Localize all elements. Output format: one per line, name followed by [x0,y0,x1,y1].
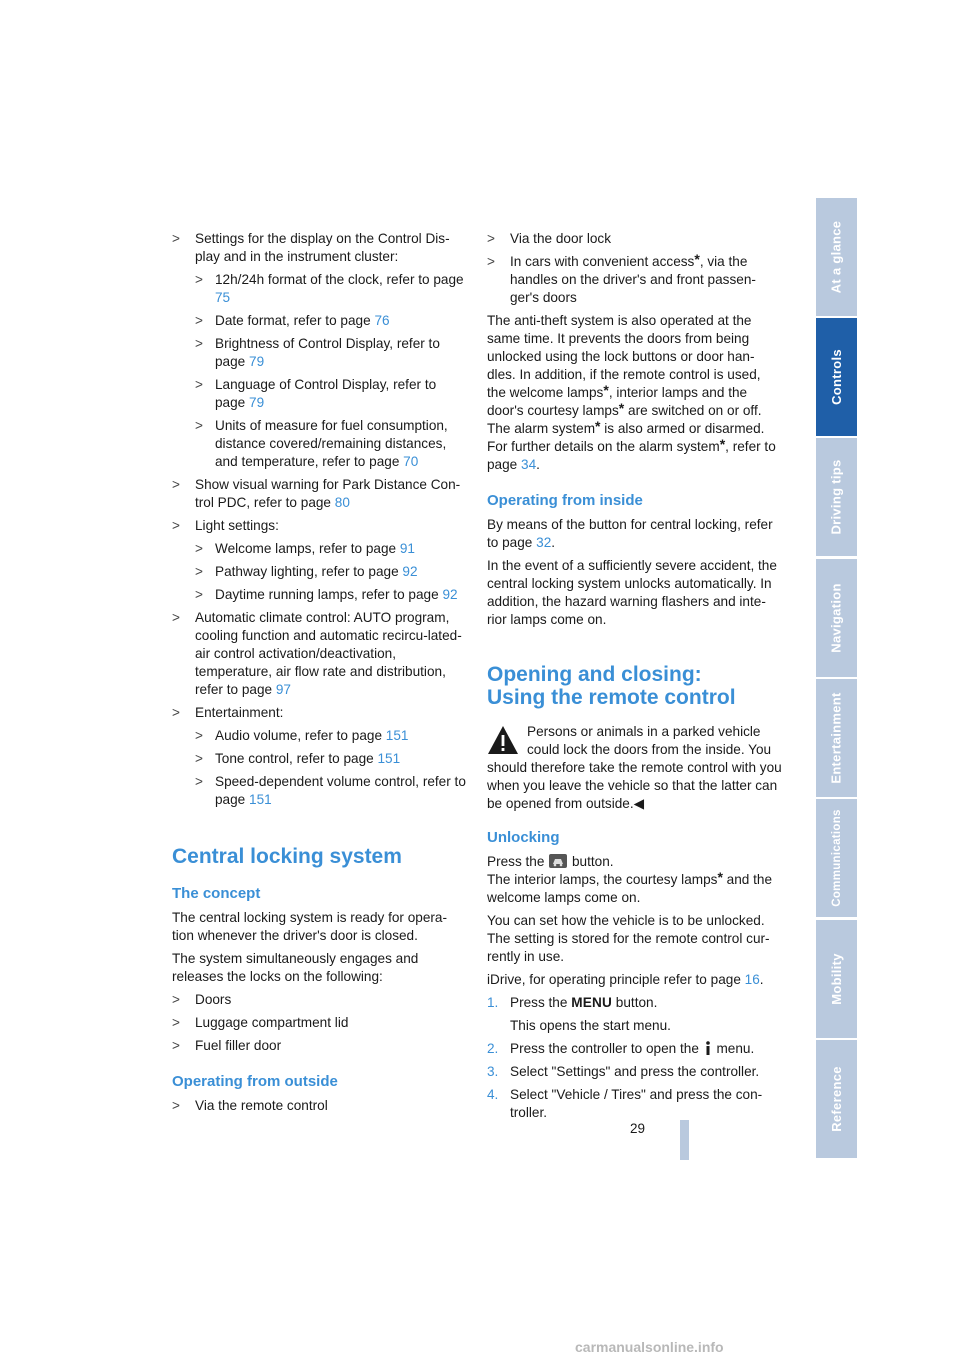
tab-mobility[interactable]: Mobility [816,920,857,1038]
tab-at-a-glance[interactable]: At a glance [816,198,857,316]
tab-entertainment[interactable]: Entertainment [816,679,857,797]
page-link[interactable]: 16 [744,972,760,987]
page-link[interactable]: 151 [377,751,401,766]
page-number: 29 [630,1121,646,1136]
heading-operating-outside: Operating from outside [172,1073,338,1090]
light-settings-sublist [195,540,467,604]
page-link[interactable]: 151 [385,728,409,743]
section-title-central-locking: Central locking system [172,845,402,868]
entertainment-sublist [195,727,467,809]
page-link[interactable]: 97 [275,682,291,697]
list-item: > Pathway lighting, refer to page 92 [195,563,467,581]
left-column [172,230,467,1120]
warning-box: Persons or animals in a parked vehicle could lock the doors from the inside. You should therefore take the remote control with you when you leave the vehicle so that the latter can be opened from outside.◀ [487,724,782,811]
step-item: 1. Press the MENU button. This opens the start menu. [487,995,671,1033]
list-item: > Via the door lock [487,230,782,248]
warning-triangle-icon [487,725,519,755]
list-item: > Brightness of Control Display, refer to page 79 [195,335,467,371]
page-number-bar [680,1120,689,1160]
optional-equipment-star: * [694,251,700,267]
inside-paragraph: In the event of a sufficiently severe accident, the central locking system unlocks automatically. In addition, the hazard warning flashers and inte-rior lamps come on. [487,558,777,627]
list-item: > Audio volume, refer to page 151 [195,727,467,745]
tab-controls[interactable]: Controls [816,318,857,436]
list-item: > Units of measure for fuel consumption, distance covered/remaining distances, and temperature, refer to page 70 [195,417,467,471]
page-link[interactable]: 92 [442,587,458,602]
page-link[interactable]: 34 [521,457,537,472]
watermark: carmanualsonline.info [575,1339,724,1355]
section-title-remote-control: Opening and closing: Using the remote control [487,663,736,709]
settings-list [172,230,467,809]
tab-driving-tips[interactable]: Driving tips [816,438,857,556]
list-item: > Tone control, refer to page 151 [195,750,467,768]
tab-navigation[interactable]: Navigation [816,559,857,677]
page-link[interactable]: 76 [374,313,390,328]
outside-list [172,1097,467,1115]
lock-list [172,991,467,1055]
display-settings-sublist [195,271,467,471]
page-link[interactable]: 32 [536,535,552,550]
outside-list-continued [487,230,782,307]
menu-button-label: MENU [571,995,613,1010]
list-item: > Fuel filler door [172,1037,467,1055]
inside-paragraph: By means of the button for central locking, refer to page 32. [487,517,773,550]
unlock-instruction: Press the button. [487,854,614,869]
list-item: > Show visual warning for Park Distance Con-trol PDC, refer to page 80 [172,476,467,512]
list-item: > Via the remote control [172,1097,467,1115]
page-link[interactable]: 91 [399,541,415,556]
info-icon [704,1041,712,1055]
list-item: > In cars with convenient access*, via the handles on the driver's and front passen-ger's doors [487,253,782,307]
unlock-setting: You can set how the vehicle is to be unlocked. The setting is stored for the remote control cur-rently in use. [487,913,770,964]
heading-operating-inside: Operating from inside [487,492,643,509]
list-item: > Luggage compartment lid [172,1014,467,1032]
page-link[interactable]: 80 [334,495,350,510]
page-link[interactable]: 70 [403,454,419,469]
page-link[interactable]: 79 [249,354,265,369]
steps-list [487,994,782,1122]
page-link[interactable]: 75 [215,290,231,305]
unlock-lamps: The interior lamps, the courtesy lamps* and the welcome lamps come on. [487,869,773,905]
concept-paragraph: The system simultaneously engages and releases the locks on the following: [172,951,419,984]
unlock-button-icon [549,854,567,868]
chapter-tab-bar [816,198,857,1160]
end-mark: ◀ [633,796,645,811]
list-item: > Welcome lamps, refer to page 91 [195,540,467,558]
list-item: > Language of Control Display, refer to page 79 [195,376,467,412]
list-item: > Automatic climate control: AUTO program, cooling function and automatic recircu-lated-air control activation/deactivation, temperature, air flow rate and distribution, refer to page 97 [172,609,467,699]
right-column [487,230,782,1127]
list-item: > Settings for the display on the Control Dis-play and in the instrument cluster: > 12h/24h format of the clock, refer to page 75 > Date format, refer to page 76 > Brightness of Control Display, refer to page 79 > Language of Control Display, refer to page 79 > Units of measure for fuel consumption, distance covered/remaining distances, and temperature, refer to page 70 [172,230,467,471]
list-item: > 12h/24h format of the clock, refer to page 75 [195,271,467,307]
step-item: 2. Press the controller to open the menu. [487,1041,755,1056]
heading-unlocking: Unlocking [487,829,560,846]
list-item: > Light settings: > Welcome lamps, refer to page 91 > Pathway lighting, refer to page 92 > Daytime running lamps, refer to page 92 [172,517,467,604]
idrive-note: iDrive, for operating principle refer to page 16. [487,972,764,987]
antitheft-paragraph: The anti-theft system is also operated at the same time. It prevents the doors from being unlocked using the lock buttons or door han-dles. In addition, if the remote control is used, the welcome lamps*, interior lamps and the door's courtesy lamps* are switched on or off. The alarm system* is also armed or disarmed. For further details on the alarm system*, refer to page 34. [487,313,776,472]
tab-reference[interactable]: Reference [816,1040,857,1158]
list-item: > Daytime running lamps, refer to page 92 [195,586,467,604]
concept-paragraph: The central locking system is ready for opera-tion whenever the driver's door is closed. [172,910,448,943]
step-item: 3. Select "Settings" and press the controller. [487,1064,760,1079]
heading-concept: The concept [172,885,261,902]
tab-communications[interactable]: Communications [816,799,857,917]
list-item: > Doors [172,991,467,1009]
page-link[interactable]: 92 [402,564,418,579]
page-link[interactable]: 151 [249,792,272,807]
step-item: 4. Select "Vehicle / Tires" and press the con-troller. [487,1087,763,1120]
list-item: > Speed-dependent volume control, refer to page 151 [195,773,467,809]
list-item: > Entertainment: > Audio volume, refer to page 151 > Tone control, refer to page 151 > Speed-dependent volume control, refer to page 151 [172,704,467,809]
list-item: > Date format, refer to page 76 [195,312,467,330]
page-link[interactable]: 79 [249,395,265,410]
